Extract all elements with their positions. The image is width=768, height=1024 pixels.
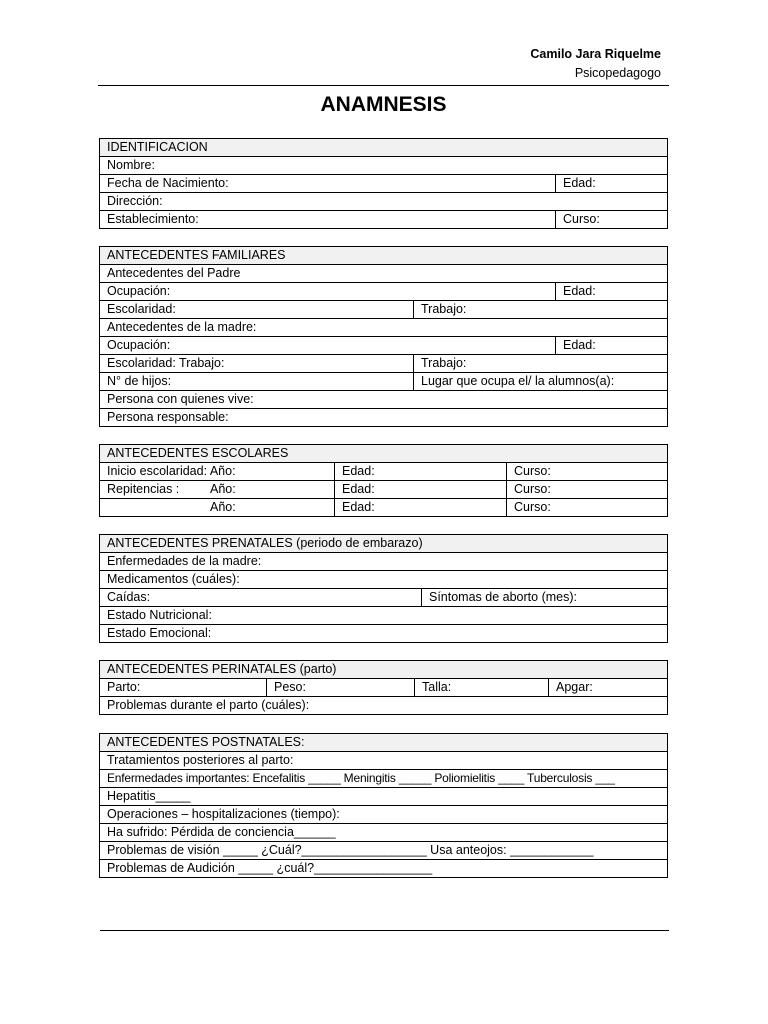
antecedentes-padre-label: Antecedentes del Padre [107, 266, 241, 280]
section-heading: IDENTIFICACION [107, 140, 208, 154]
repitencias-ano-field[interactable] [100, 481, 334, 498]
problemas-vision-field[interactable]: Problemas de visión _____ ¿Cuál?__________________ Usa anteojos: ____________ [107, 843, 594, 857]
form-row [100, 553, 667, 571]
edad-field[interactable]: Edad: [555, 175, 667, 192]
trabajo-madre-field[interactable]: Trabajo: [413, 355, 667, 372]
ocupacion-madre-field[interactable]: Ocupación: [107, 338, 171, 352]
header-divider [98, 85, 669, 86]
peso-field[interactable]: Peso: [266, 679, 414, 696]
form-row [100, 409, 667, 427]
curso-inicio-field[interactable]: Curso: [506, 463, 667, 480]
form-row [100, 860, 667, 878]
form-row [100, 481, 667, 499]
repitencias-edad-2-field[interactable]: Edad: [334, 499, 506, 516]
form-row [100, 319, 667, 337]
enfermedades-importantes-field[interactable]: Enfermedades importantes: Encefalitis _____ Meningitis _____ Poliomielitis ____ Tuberculosis ___ [107, 771, 615, 785]
escolaridad-madre-field[interactable]: Escolaridad: Trabajo: [107, 356, 225, 370]
caidas-field[interactable]: Caídas: [107, 590, 151, 604]
form-row [100, 265, 667, 283]
trabajo-padre-field[interactable]: Trabajo: [413, 301, 667, 318]
section-familiares [99, 246, 668, 427]
form-row [100, 193, 667, 211]
form-row [100, 607, 667, 625]
hepatitis-field[interactable]: Hepatitis_____ [107, 789, 191, 803]
repitencias-ano-2-field[interactable]: Año: [210, 500, 236, 514]
form-row [100, 571, 667, 589]
persona-vive-field[interactable]: Persona con quienes vive: [107, 392, 254, 406]
form-row [100, 499, 667, 517]
form-row [100, 806, 667, 824]
form-row [100, 211, 667, 229]
section-heading: ANTECEDENTES FAMILIARES [107, 248, 286, 262]
section-heading: ANTECEDENTES PERINATALES (parto) [107, 662, 337, 676]
ano-label: Año: [210, 482, 236, 496]
sintomas-aborto-field[interactable]: Síntomas de aborto (mes): [421, 589, 667, 606]
perdida-conciencia-field[interactable]: Ha sufrido: Pérdida de conciencia______ [107, 825, 336, 839]
form-row [100, 337, 667, 355]
ocupacion-padre-field[interactable]: Ocupación: [107, 284, 171, 298]
section-heading: ANTECEDENTES PRENATALES (periodo de embarazo) [107, 536, 423, 550]
section-identificacion [99, 138, 668, 229]
section-heading-row [100, 734, 667, 752]
parto-field[interactable]: Parto: [107, 680, 141, 694]
enfermedades-madre-field[interactable]: Enfermedades de la madre: [107, 554, 262, 568]
section-heading-row [100, 661, 667, 679]
section-heading-row [100, 445, 667, 463]
section-escolares [99, 444, 668, 517]
problemas-audicion-field[interactable]: Problemas de Audición _____ ¿cuál?_________________ [107, 861, 433, 875]
form-row [100, 589, 667, 607]
form-row [100, 788, 667, 806]
form-row [100, 770, 667, 788]
section-prenatales [99, 534, 668, 643]
form-row [100, 283, 667, 301]
form-row [100, 697, 667, 715]
repitencias-curso-2-field[interactable]: Curso: [506, 499, 667, 516]
numero-hijos-field[interactable]: N° de hijos: [107, 374, 172, 388]
page-header [530, 45, 661, 83]
apgar-field[interactable]: Apgar: [548, 679, 667, 696]
author-name: Camilo Jara Riquelme [530, 47, 661, 61]
medicamentos-field[interactable]: Medicamentos (cuáles): [107, 572, 240, 586]
direccion-field[interactable]: Dirección: [107, 194, 163, 208]
form-row [100, 355, 667, 373]
edad-madre-field[interactable]: Edad: [555, 337, 667, 354]
repitencias-label: Repitencias : [107, 482, 180, 496]
section-heading-row [100, 535, 667, 553]
section-heading-row [100, 247, 667, 265]
page-title: ANAMNESIS [320, 93, 447, 116]
section-heading-row [100, 139, 667, 157]
repitencias-edad-field[interactable]: Edad: [334, 481, 506, 498]
fecha-nacimiento-field[interactable]: Fecha de Nacimiento: [107, 176, 229, 190]
inicio-escolaridad-field[interactable]: Inicio escolaridad: Año: [107, 464, 236, 478]
form-row [100, 463, 667, 481]
author-role: Psicopedagogo [574, 66, 661, 80]
edad-padre-field[interactable]: Edad: [555, 283, 667, 300]
antecedentes-madre-label: Antecedentes de la madre: [107, 320, 257, 334]
form-row [100, 679, 667, 697]
estado-nutricional-field[interactable]: Estado Nutricional: [107, 608, 212, 622]
form-row [100, 301, 667, 319]
section-postnatales [99, 733, 668, 878]
operaciones-field[interactable]: Operaciones – hospitalizaciones (tiempo): [107, 807, 340, 821]
talla-field[interactable]: Talla: [414, 679, 548, 696]
tratamientos-field[interactable]: Tratamientos posteriores al parto: [107, 753, 294, 767]
form-row [100, 157, 667, 175]
section-heading: ANTECEDENTES POSTNATALES: [107, 735, 305, 749]
form-row [100, 752, 667, 770]
form-row [100, 391, 667, 409]
form-row [100, 625, 667, 643]
section-perinatales [99, 660, 668, 715]
estado-emocional-field[interactable]: Estado Emocional: [107, 626, 212, 640]
footer-divider [100, 930, 669, 931]
escolaridad-padre-field[interactable]: Escolaridad: [107, 302, 176, 316]
section-heading: ANTECEDENTES ESCOLARES [107, 446, 289, 460]
persona-responsable-field[interactable]: Persona responsable: [107, 410, 229, 424]
form-row [100, 842, 667, 860]
nombre-field[interactable]: Nombre: [107, 158, 155, 172]
establecimiento-field[interactable]: Establecimiento: [107, 212, 199, 226]
problemas-parto-field[interactable]: Problemas durante el parto (cuáles): [107, 698, 310, 712]
repitencias-curso-field[interactable]: Curso: [506, 481, 667, 498]
form-row [100, 175, 667, 193]
edad-inicio-field[interactable]: Edad: [334, 463, 506, 480]
curso-field[interactable]: Curso: [555, 211, 667, 228]
lugar-alumno-field[interactable]: Lugar que ocupa el/ la alumnos(a): [413, 373, 667, 390]
form-row [100, 824, 667, 842]
form-row [100, 373, 667, 391]
